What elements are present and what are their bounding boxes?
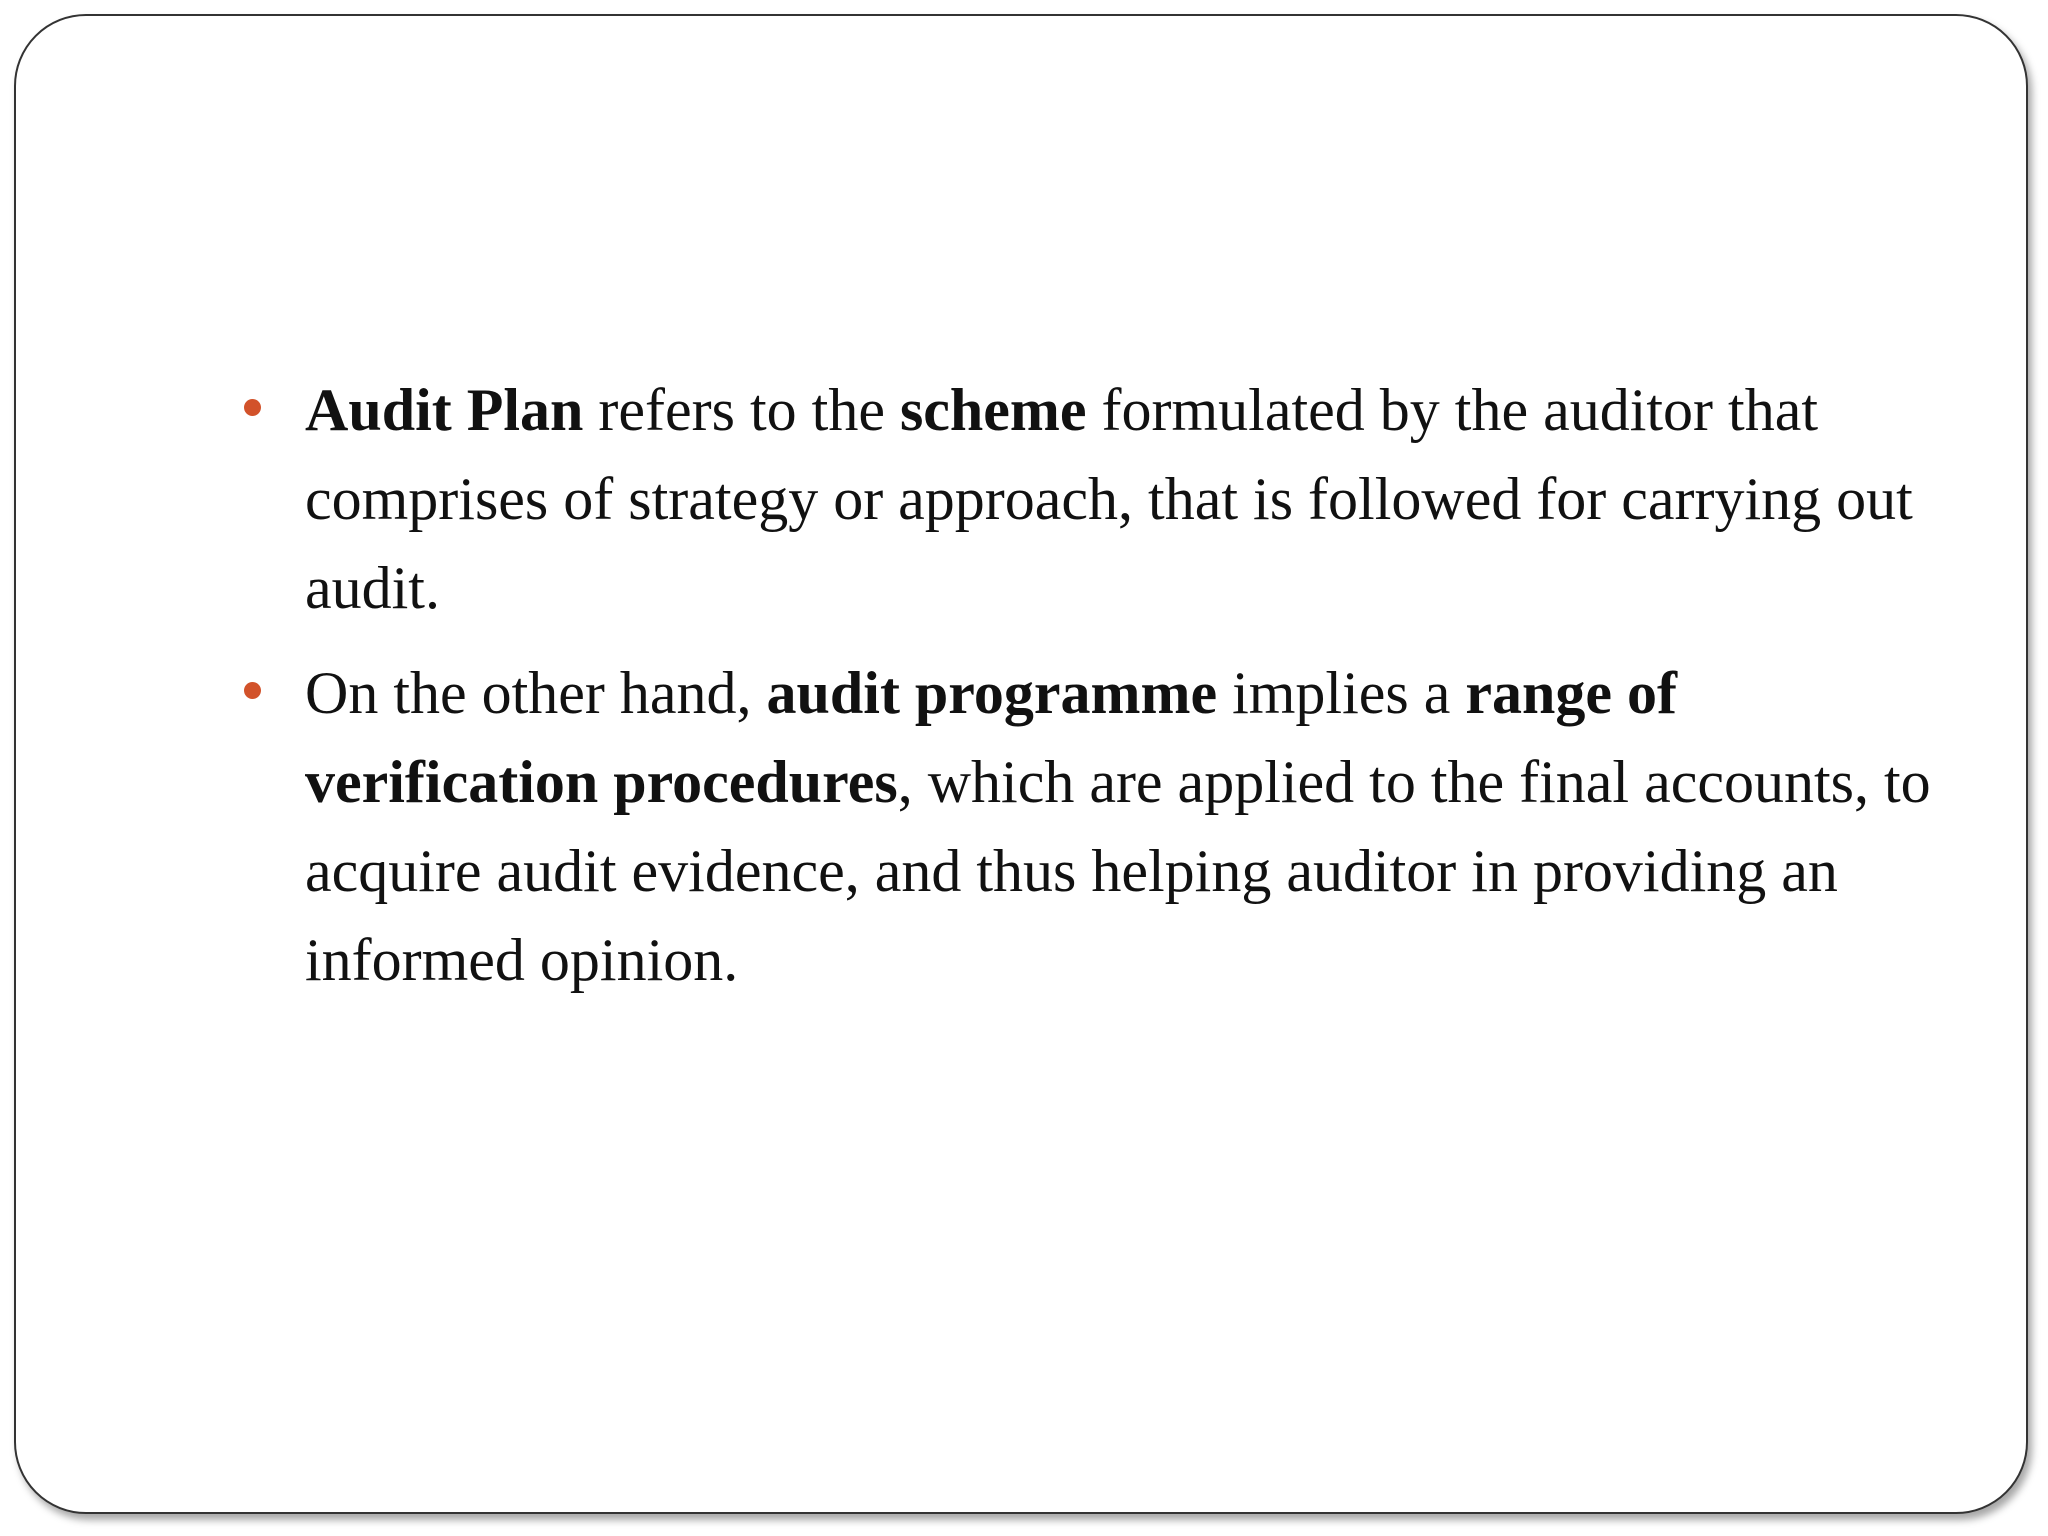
bold-term-scheme: scheme [899,377,1087,443]
bullet-item-audit-plan [236,366,1956,633]
bold-term-audit-plan: Audit Plan [305,377,584,443]
bullet-text-run: , which are applied to the final accounts, to acquire audit evidence, and thus helping auditor in providing an informed opinion. [305,749,1931,993]
bullet-dot-icon [244,399,261,416]
bullet-text-run: On the other hand, [305,660,767,726]
bold-term-audit-programme: audit programme [766,660,1218,726]
bullet-text-run: implies a [1217,660,1466,726]
bullet-text [305,377,1913,621]
bold-term-range-of-verification-procedures: range of verification procedures [305,660,1677,815]
bullet-dot-icon [244,682,261,699]
slide-frame [14,14,2028,1514]
slide-body [236,366,1956,1021]
bullet-text-run: refers to the [583,377,900,443]
bullet-text [305,660,1931,993]
bullet-text-run: formulated by the auditor that comprises of strategy or approach, that is followed for carrying out audit. [305,377,1913,621]
bullet-item-audit-programme [236,649,1956,1005]
